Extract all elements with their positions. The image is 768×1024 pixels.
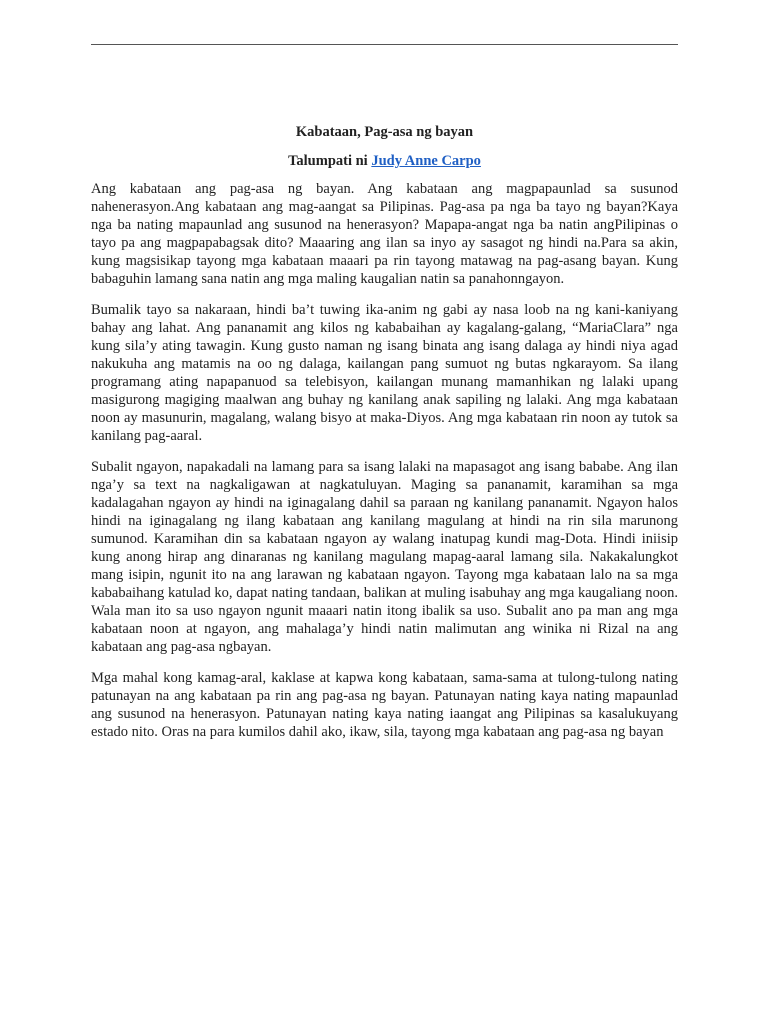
subtitle-prefix: Talumpati ni — [288, 153, 372, 169]
paragraph-3: Subalit ngayon, napakadali na lamang para sa isang lalaki na mapasagot ang isang bababe. Ang ilan nga’y sa text na nagkaligawan at nagkatuluyan. Maging sa pananamit, karamihan sa mga kadalagahan ngayon ay hindi na iginagalang dahil sa paraan ng kanilang pananamit. Ngayon halos hindi na iginagalang ng ilang kabataan ang kanilang magulang at hindi na rin sila marunong sumunod. Karamihan din sa kabataan ngayon ay walang inatupag kundi mag-Dota. Hindi iniisip kung anong hirap ang dinaranas ng kanilang magulang mapag-aaral lamang sila. Nakakalungkot mang isipin, ngunit ito na ang larawan ng kabataan ngayon. Tayong mga kabataan lalo na sa mga kababaihang katulad ko, dapat nating tandaan, balikan at muling isabuhay ang mga kaugaliang noon. Wala man ito sa uso ngayon ngunit maaari natin itong ibalik sa uso. Subalit ano pa man ang mga kabataan noon at ngayon, ang mahalaga’y hindi natin malimutan ang winika ni Rizal na ang kabataan ang pag-asa ngbayan. — [91, 459, 678, 655]
header-rule — [91, 44, 678, 45]
paragraph-2: Bumalik tayo sa nakaraan, hindi ba’t tuwing ika-anim ng gabi ay nasa loob na ng kani-kaniyang bahay ang lahat. Ang pananamit ang kilos ng kababaihan ay kagalang-galang, “MariaClara” nga kung sila’y ating tawagin. Kung gusto naman ng isang binata ang isang dalaga ay hindi niya agad nakukuha ang matamis na oo ng dalaga, kailangan pang sumuot ng butas ngkarayom. Sa ilang programang ating napapanuod sa telebisyon, kailangan munang mamanhikan ng lalaki upang masigurong magiging maalwan ang buhay ng kanilang anak sapiling ng lalaki. Ang mga kabataan noon ay masunurin, magalang, walang bisyo at maka-Diyos. Ang mga kabataan rin noon ay tutok sa kanilang pag-aaral. — [91, 302, 678, 444]
document-title: Kabataan, Pag-asa ng bayan — [295, 124, 474, 140]
document-body — [91, 123, 678, 754]
paragraph-1: Ang kabataan ang pag-asa ng bayan. Ang kabataan ang magpapaunlad sa susunod nahenerasyon.Ang kabataan ang mag-aangat sa Pilipinas. Pag-asa pa nga ba tayo ng bayan?Kaya nga ba nating mapaunlad ang susunod na henerasyon? Mapapa-angat nga ba natin angPilipinas o tayo pa ang magpapabagsak dito? Maaaring ang ilan sa inyo ay sasagot ng hindi na.Para sa akin, kung magsisikap tayong mga kabataan maaari pa rin tayong matawag na pag-asang bayan. Kung babaguhin lamang sana natin ang mga maling kaugalian natin sa panahonngayon. — [91, 181, 678, 287]
document-subtitle — [91, 152, 678, 170]
paragraph-4: Mga mahal kong kamag-aral, kaklase at kapwa kong kabataan, sama-sama at tulong-tulong nating patunayan na ang kabataan pa rin ang pag-asa ng bayan. Patunayan nating kaya nating mapaunlad ang susunod na henerasyon. Patunayan nating kaya nating iaangat ang Pilipinas sa kasalukuyang estado nito. Oras na para kumilos dahil ako, ikaw, sila, tayong mga kabataan ang pag-asa ng bayan — [91, 670, 678, 740]
speech-body — [91, 180, 678, 741]
author-link[interactable]: Judy Anne Carpo — [371, 153, 481, 169]
